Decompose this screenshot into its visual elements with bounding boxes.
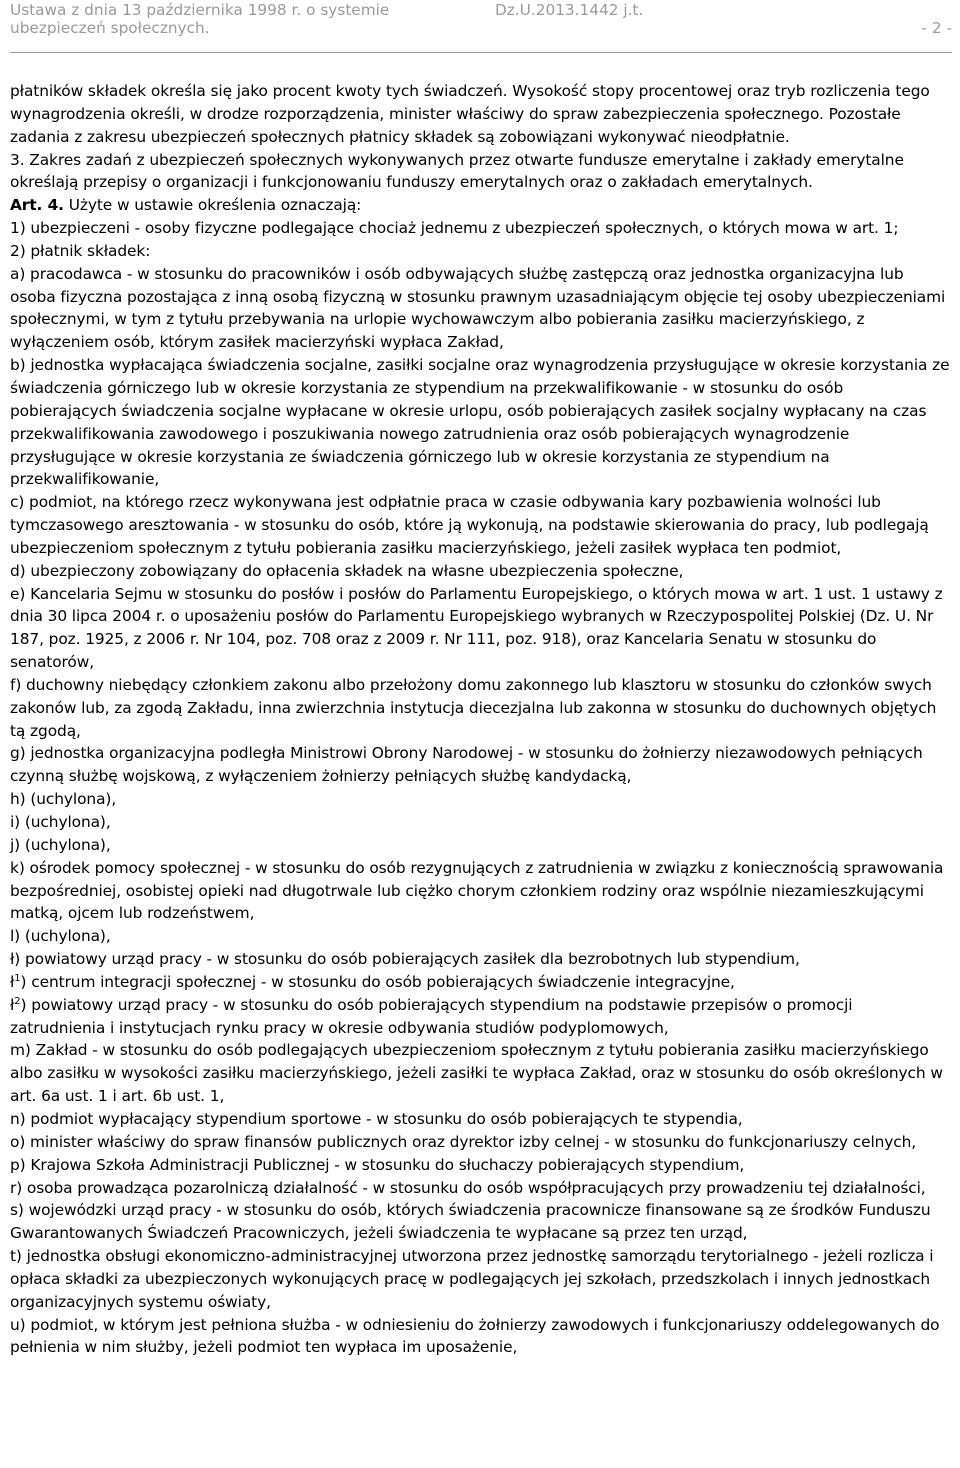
list-item: h) (uchylona), — [10, 790, 117, 809]
list-item: $ł^2$) powiatowy urząd pracy - w stosunku do osób pobierających stypendium na podstawie przepisów o promocji zatrudnienia i instytucjach rynku pracy w okresie odbywania studiów podyplomowych, — [10, 995, 853, 1037]
article-heading-text: Użyte w ustawie określenia oznaczają: — [63, 196, 362, 215]
definition-list — [10, 217, 952, 971]
list-item: 2) płatnik składek: — [10, 241, 151, 260]
list-item: j) (uchylona), — [10, 835, 111, 854]
list-item: e) Kancelaria Sejmu w stosunku do posłów i posłów do Parlamentu Europejskiego, o których mowa w art. 1 ust. 1 ustawy z dnia 30 lipca 2004 r. o uposażeniu posłów do Parlamentu Europejskiego wybranych w Rzeczypospolitej Polskiej (Dz. U. Nr 187, poz. 1925, z 2006 r. Nr 104, poz. 708 oraz z 2009 r. Nr 111, poz. 918), oraz Kancelaria Senatu w stosunku do senatorów, — [10, 584, 943, 672]
list-item: l) (uchylona), — [10, 927, 111, 946]
list-item: m) Zakład - w stosunku do osób podlegających ubezpieczeniom społecznym z tytułu pobierania zasiłku macierzyńskiego albo zasiłku w wysokości zasiłku macierzyńskiego, jeżeli zasiłki te wypłaca Zakład, oraz w stosunku do osób określonych w art. 6a ust. 1 i art. 6b ust. 1, — [10, 1041, 943, 1106]
definition-list-continued — [10, 1039, 952, 1359]
header-title-line1: Ustawa z dnia 13 października 1998 r. o systemie — [10, 1, 390, 19]
article-label: Art. 4. — [10, 196, 64, 215]
list-item: k) ośrodek pomocy społecznej - w stosunku do osób rezygnujących z zatrudnienia w związku z koniecznością sprawowania bezpośredniej, osobistej opieki nad długotrwale lub ciężko chorym członkiem rodziny oraz wspólnie niezamieszkującymi matką, ojcem lub rodzeństwem, — [10, 858, 944, 923]
list-item: n) podmiot wypłacający stypendium sportowe - w stosunku do osób pobierających te stypendia, — [10, 1109, 743, 1128]
list-item: 1) ubezpieczeni - osoby fizyczne podlegające chociaż jednemu z ubezpieczeń społecznych, o których mowa w art. 1; — [10, 219, 899, 238]
list-item: t) jednostka obsługi ekonomiczno-administracyjnej utworzona przez jednostkę samorządu terytorialnego - jeżeli rozlicza i opłaca składki za ubezpieczonych wykonujących pracę w podlegających jej szkołach, przedszkolach i innych jednostkach organizacyjnych systemu oświaty, — [10, 1247, 934, 1311]
list-item: ł) powiatowy urząd pracy - w stosunku do osób pobierających zasiłek dla bezrobotnych lub stypendium, — [10, 950, 800, 969]
list-item: r) osoba prowadząca pozarolniczą działalność - w stosunku do osób współpracujących przy prowadzeniu tej działalności, — [10, 1178, 926, 1197]
article-heading — [10, 194, 952, 217]
list-item: f) duchowny niebędący członkiem zakonu albo przełożony domu zakonnego lub klasztoru w stosunku do członków swych zakonów lub, za zgodą Zakładu, inna zwierzchnia instytucja diecezjalna lub zakonna w stosunku do duchownych objętych tą zgodą, — [10, 675, 937, 740]
list-item: d) ubezpieczony zobowiązany do opłacenia składek na własne ubezpieczenia społeczne, — [10, 561, 684, 580]
header-reference: Dz.U.2013.1442 j.t. — [495, 1, 644, 19]
list-item: s) wojewódzki urząd pracy - w stosunku do osób, których świadczenia pracownicze finansowane są ze środków Funduszu Gwarantowanych Świadczeń Pracowniczych, jeżeli świadczenia te wypłacane są przez ten urząd, — [10, 1201, 931, 1243]
intro-paragraph: 3. Zakres zadań z ubezpieczeń społecznych wykonywanych przez otwarte fundusze emerytalne i zakłady emerytalne określają przepisy o organizacji i funkcjonowaniu funduszy emerytalnych oraz o zakładach emerytalnych. — [10, 150, 904, 192]
list-item: g) jednostka organizacyjna podległa Ministrowi Obrony Narodowej - w stosunku do żołnierzy niezawodowych pełniących czynną służbę wojskową, z wyłączeniem żołnierzy pełniących służbę kandydacką, — [10, 744, 923, 786]
list-item: $ł^1$) centrum integracji społecznej - w stosunku do osób pobierających świadczenie integracyjne, — [10, 972, 735, 991]
document-body — [10, 80, 952, 1359]
header-title-line2: ubezpieczeń społecznych. — [10, 19, 210, 37]
list-item: c) podmiot, na którego rzecz wykonywana jest odpłatnie praca w czasie odbywania kary pozbawienia wolności lub tymczasowego aresztowania - w stosunku do osób, które ją wykonują, na podstawie skierowania do pracy, lub podlegają ubezpieczeniom społecznym z tytułu pobierania zasiłku macierzyńskiego, jeżeli zasiłek wypłaca ten podmiot, — [10, 493, 929, 557]
list-item: i) (uchylona), — [10, 813, 111, 831]
page-number: - 2 - — [921, 19, 952, 37]
header-rule — [10, 52, 952, 53]
list-item: p) Krajowa Szkoła Administracji Publicznej - w stosunku do słuchaczy pobierających stypendium, — [10, 1155, 745, 1174]
list-item: b) jednostka wypłacająca świadczenia socjalne, zasiłki socjalne oraz wynagrodzenia przysługujące w okresie korzystania ze świadczenia górniczego lub w okresie korzystania ze stypendium na przekwalifikowanie - w stosunku do osób pobierających świadczenia socjalne wypłacane w okresie urlopu, osób pobierających zasiłek socjalny wypłacany na czas przekwalifikowania zawodowego i poszukiwania nowego zatrudnienia oraz osób pobierających wynagrodzenie przysługujące w okresie korzystania ze świadczenia górniczego lub w okresie korzystania ze stypendium na przekwalifikowanie, — [10, 356, 950, 489]
list-item: a) pracodawca - w stosunku do pracowników i osób odbywających służbę zastępczą oraz jednostka organizacyjna lub osoba fizyczna pozostająca z inną osobą fizyczną w stosunku prawnym uzasadniającym objęcie tej osoby ubezpieczeniami społecznymi, w tym z tytułu przebywania na urlopie wychowawczym albo pobierania zasiłku macierzyńskiego, z wyłączeniem osób, którym zasiłek macierzyński wypłaca Zakład, — [10, 264, 946, 352]
list-item: o) minister właściwy do spraw finansów publicznych oraz dyrektor izby celnej - w stosunku do funkcjonariuszy celnych, — [10, 1132, 917, 1151]
page-header — [10, 0, 952, 56]
intro-paragraph: płatników składek określa się jako procent kwoty tych świadczeń. Wysokość stopy procentowej oraz tryb rozliczenia tego wynagrodzenia określi, w drodze rozporządzenia, minister właściwy do spraw zabezpieczenia społecznego. Pozostałe zadania z zakresu ubezpieczeń społecznych płatnicy składek są zobowiązani wykonywać nieodpłatnie. — [10, 82, 930, 146]
list-item: u) podmiot, w którym jest pełniona służba - w odniesieniu do żołnierzy zawodowych i funkcjonariuszy oddelegowanych do pełnienia w nim służby, jeżeli podmiot ten wypłaca im uposażenie, — [10, 1315, 940, 1357]
